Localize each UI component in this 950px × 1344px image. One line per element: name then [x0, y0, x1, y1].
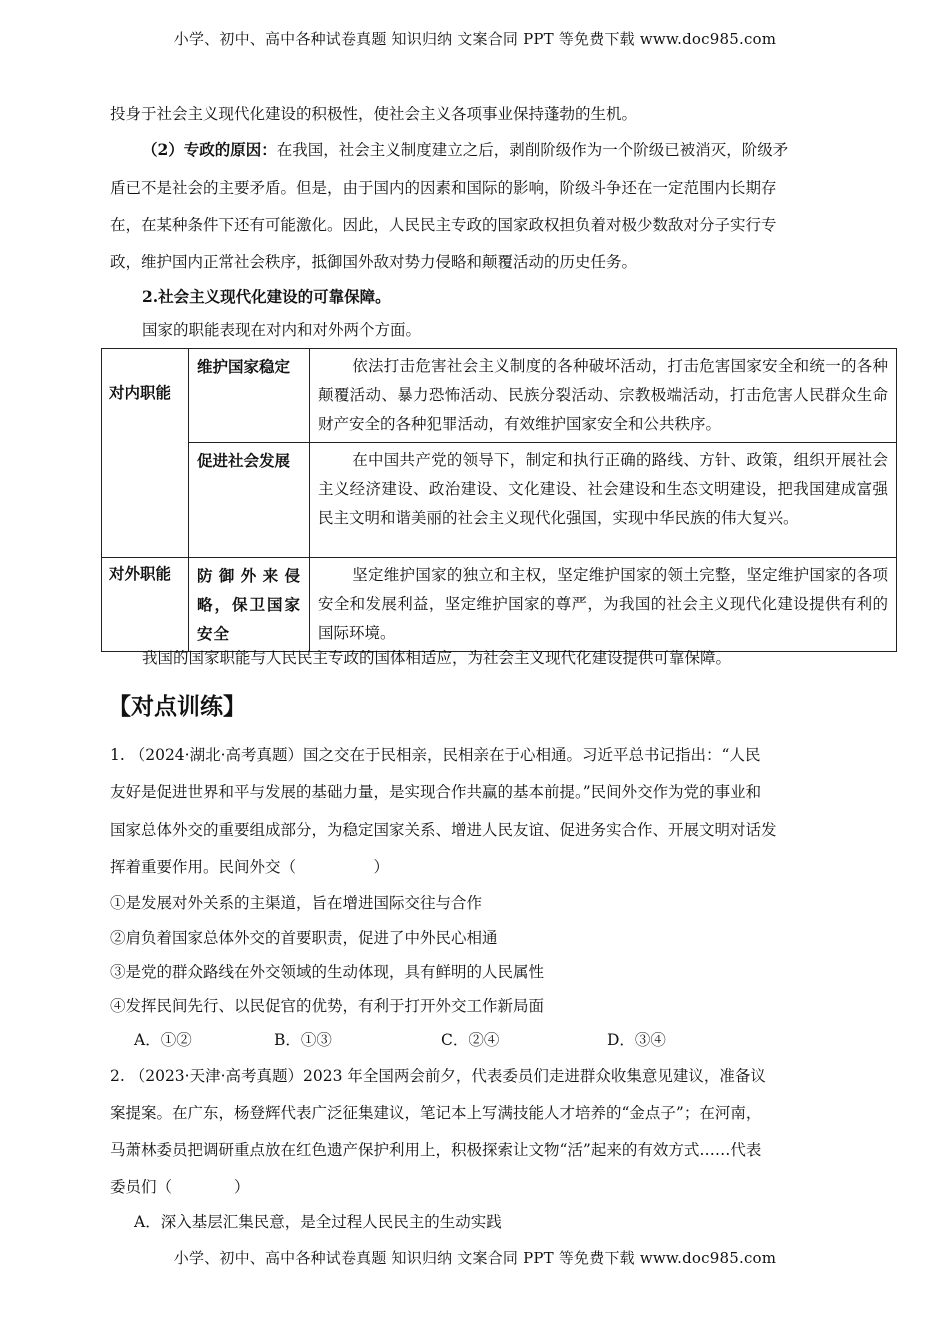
- q2-line-2: 案提案。在广东，杨登辉代表广泛征集建议，笔记本上写满技能人才培养的“金点子”；在河南，: [110, 1104, 762, 1122]
- subfunction-label: 促进社会发展: [197, 451, 291, 470]
- q1-statement: ②肩负着国家总体外交的首要职责，促进了中外民心相通: [110, 929, 498, 947]
- subfunction-cell: [189, 443, 310, 558]
- dictatorship-line-3: 在，在某种条件下还有可能激化。因此，人民民主专政的国家政权担负着对极少数敌对分子实行专: [110, 216, 777, 234]
- function-description: 坚定维护国家的独立和主权，坚定维护国家的领土完整，坚定维护国家的各项安全和发展利益，坚定维护国家的尊严，为我国的社会主义现代化建设提供有利的国际环境。: [318, 566, 888, 642]
- table-row: [102, 349, 897, 443]
- subfunction-label: 防御外来侵略，保卫国家安全: [197, 566, 301, 643]
- q1-line-4: 挥着重要作用。民间外交（ ）: [110, 858, 390, 876]
- state-functions-table: [101, 348, 897, 652]
- q1-line-3: 国家总体外交的重要组成部分，为稳定国家关系、增进人民友谊、促进务实合作、开展文明对话发: [110, 821, 777, 839]
- q1-statement: ④发挥民间先行、以民促官的优势，有利于打开外交工作新局面: [110, 997, 545, 1015]
- q1-option-d: D．③④: [607, 1031, 666, 1049]
- function-description: 在中国共产党的领导下，制定和执行正确的路线、方针、政策，组织开展社会主义经济建设、政治建设、文化建设、社会建设和生态文明建设，把我国建成富强民主文明和谐美丽的社会主义现代化强国，实现中华民族的伟大复兴。: [318, 451, 888, 527]
- dictatorship-line-4: 政，维护国内正常社会秩序，抵御国外敌对势力侵略和颠覆活动的历史任务。: [110, 253, 638, 271]
- q2-line-4: 委员们（ ）: [110, 1178, 250, 1196]
- table-intro: 国家的职能表现在对内和对外两个方面。: [142, 321, 422, 339]
- q1-option-b: B．①③: [274, 1031, 332, 1049]
- table-row: [102, 558, 897, 652]
- function-description: 依法打击危害社会主义制度的各种破坏活动，打击危害国家安全和统一的各种颠覆活动、暴力恐怖活动、民族分裂活动、宗教极端活动，打击危害人民群众生命财产安全的各种犯罪活动，有效维护国家安全和公共秩序。: [318, 357, 888, 433]
- section-2-title: 2.社会主义现代化建设的可靠保障。: [142, 287, 391, 306]
- q1-options: [134, 1030, 864, 1050]
- q2-line-1: 2. （2023·天津·高考真题）2023 年全国两会前夕，代表委员们走进群众收集意见建议，准备议: [110, 1067, 766, 1085]
- function-description-cell: [310, 443, 897, 558]
- q1-option-c: C．②④: [441, 1031, 500, 1049]
- q2-option-a: A．深入基层汇集民意，是全过程人民民主的生动实践: [134, 1213, 502, 1231]
- q1-line-2: 友好是促进世界和平与发展的基础力量，是实现合作共赢的基本前提。”民间外交作为党的事业和: [110, 783, 762, 801]
- function-description-cell: [310, 349, 897, 443]
- subfunction-label: 维护国家稳定: [197, 357, 291, 376]
- q1-line-1: 1. （2024·湖北·高考真题）国之交在于民相亲，民相亲在于心相通。习近平总书记指出：“人民: [110, 746, 761, 764]
- internal-function-label: 对内职能: [109, 383, 172, 402]
- practice-title: 【对点训练】: [108, 694, 246, 720]
- q1-statement: ③是党的群众路线在外交领域的生动体现，具有鲜明的人民属性: [110, 963, 545, 981]
- q1-option-a: A．①②: [134, 1031, 192, 1049]
- page-header: 小学、初中、高中各种试卷真题 知识归纳 文案合同 PPT 等免费下载 www.doc985.com: [173, 30, 777, 48]
- subfunction-cell: [189, 558, 310, 652]
- table-row: [102, 443, 897, 558]
- q2-line-3: 马萧林委员把调研重点放在红色遗产保护利用上，积极探索让文物“活”起来的有效方式……代表: [110, 1141, 762, 1159]
- page-footer: 小学、初中、高中各种试卷真题 知识归纳 文案合同 PPT 等免费下载 www.doc985.com: [173, 1249, 777, 1267]
- external-function-label: 对外职能: [109, 564, 172, 583]
- intro-line: 投身于社会主义现代化建设的积极性，使社会主义各项事业保持蓬勃的生机。: [110, 105, 638, 123]
- q1-statement: ①是发展对外关系的主渠道，旨在增进国际交往与合作: [110, 894, 483, 912]
- table-conclusion: 我国的国家职能与人民民主专政的国体相适应，为社会主义现代化建设提供可靠保障。: [142, 649, 732, 667]
- external-function-cell: [102, 558, 189, 652]
- function-description-cell: [310, 558, 897, 652]
- dictatorship-line-1: [142, 140, 872, 160]
- dictatorship-text-1: 在我国，社会主义制度建立之后，剥削阶级作为一个阶级已被消灭，阶级矛: [276, 141, 789, 159]
- dictatorship-label: （2）专政的原因：: [142, 140, 277, 159]
- subfunction-cell: [189, 349, 310, 443]
- internal-function-cell: [102, 349, 189, 558]
- dictatorship-line-2: 盾已不是社会的主要矛盾。但是，由于国内的因素和国际的影响，阶级斗争还在一定范围内长期存: [110, 179, 777, 197]
